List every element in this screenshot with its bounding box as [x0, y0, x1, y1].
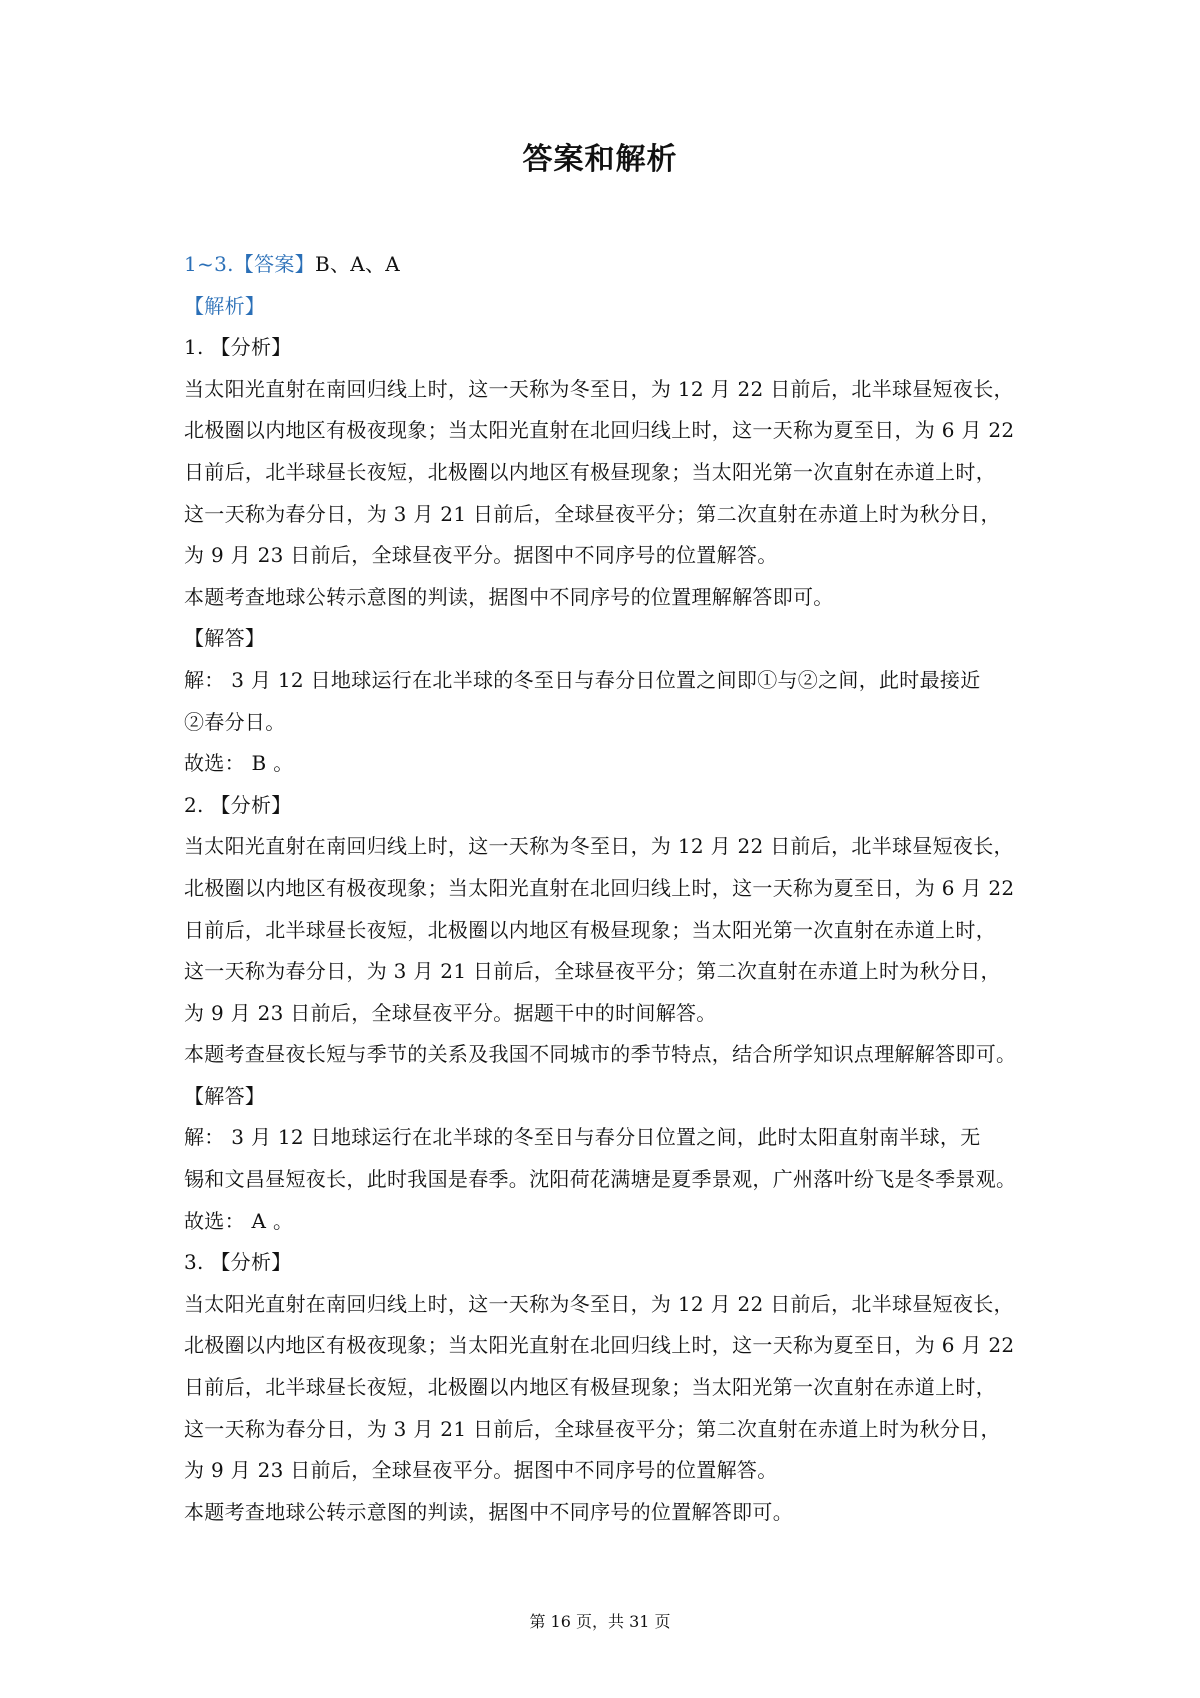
q2-analysis-line: 日前后，北半球昼长夜短，北极圈以内地区有极昼现象；当太阳光第一次直射在赤道上时， [184, 917, 996, 942]
document-body [184, 244, 1044, 1533]
q1-choice: 故选： B 。 [184, 751, 294, 776]
q2-analysis-line: 当太阳光直射在南回归线上时，这一天称为冬至日，为 12 月 22 日前后，北半球昼短夜长， [184, 834, 1014, 859]
q1-heading: 1. 【分析】 [184, 335, 292, 360]
q1-analysis-line: 日前后，北半球昼长夜短，北极圈以内地区有极昼现象；当太阳光第一次直射在赤道上时， [184, 459, 996, 484]
q3-analysis-line: 北极圈以内地区有极夜现象；当太阳光直射在北回归线上时，这一天称为夏至日，为 6 月 22 [184, 1333, 1015, 1358]
q2-analysis-line: 这一天称为春分日，为 3 月 21 日前后，全球昼夜平分；第二次直射在赤道上时为秋分日， [184, 959, 1001, 984]
q3-analysis-line: 日前后，北半球昼长夜短，北极圈以内地区有极昼现象；当太阳光第一次直射在赤道上时， [184, 1375, 996, 1400]
q1-solution-heading: 【解答】 [184, 626, 266, 651]
q3-heading: 3. 【分析】 [184, 1250, 292, 1275]
q2-analysis-line: 北极圈以内地区有极夜现象；当太阳光直射在北回归线上时，这一天称为夏至日，为 6 月 22 [184, 875, 1015, 900]
q2-heading: 2. 【分析】 [184, 792, 292, 817]
q1-solution-line: 解： 3 月 12 日地球运行在北半球的冬至日与春分日位置之间即①与②之间，此时最接近 [184, 667, 981, 692]
q1-analysis-line: 当太阳光直射在南回归线上时，这一天称为冬至日，为 12 月 22 日前后，北半球昼短夜长， [184, 376, 1014, 401]
q3-analysis-line: 为 9 月 23 日前后，全球昼夜平分。据图中不同序号的位置解答。 [184, 1458, 778, 1483]
q1-analysis-line: 本题考查地球公转示意图的判读，据图中不同序号的位置理解解答即可。 [184, 584, 834, 609]
q3-analysis-line: 当太阳光直射在南回归线上时，这一天称为冬至日，为 12 月 22 日前后，北半球昼短夜长， [184, 1291, 1014, 1316]
answer-label: 1~3.【答案】 [184, 252, 315, 276]
q2-analysis-line: 为 9 月 23 日前后，全球昼夜平分。据题干中的时间解答。 [184, 1000, 717, 1025]
analysis-heading: 【解析】 [184, 293, 266, 318]
q1-analysis-line: 为 9 月 23 日前后，全球昼夜平分。据图中不同序号的位置解答。 [184, 543, 778, 568]
q1-analysis-line: 这一天称为春分日，为 3 月 21 日前后，全球昼夜平分；第二次直射在赤道上时为秋分日， [184, 501, 1001, 526]
q3-analysis-line: 本题考查地球公转示意图的判读，据图中不同序号的位置解答即可。 [184, 1499, 793, 1524]
q2-solution-heading: 【解答】 [184, 1083, 266, 1108]
page-title: 答案和解析 [522, 142, 678, 177]
q2-analysis-line: 本题考查昼夜长短与季节的关系及我国不同城市的季节特点，结合所学知识点理解解答即可。 [184, 1042, 1017, 1067]
q3-analysis-line: 这一天称为春分日，为 3 月 21 日前后，全球昼夜平分；第二次直射在赤道上时为秋分日， [184, 1416, 1001, 1441]
q1-analysis-line: 北极圈以内地区有极夜现象；当太阳光直射在北回归线上时，这一天称为夏至日，为 6 月 22 [184, 418, 1015, 443]
answer-line [184, 244, 1044, 286]
q1-solution-line: ②春分日。 [184, 709, 286, 734]
q2-solution-line: 解： 3 月 12 日地球运行在北半球的冬至日与春分日位置之间，此时太阳直射南半球，无 [184, 1125, 981, 1150]
answer-value: B、A、A [314, 252, 401, 276]
q2-choice: 故选： A 。 [184, 1208, 294, 1233]
page-footer: 第 16 页，共 31 页 [529, 1612, 671, 1631]
q2-solution-line: 锡和文昌昼短夜长，此时我国是春季。沈阳荷花满塘是夏季景观，广州落叶纷飞是冬季景观。 [184, 1167, 1017, 1192]
